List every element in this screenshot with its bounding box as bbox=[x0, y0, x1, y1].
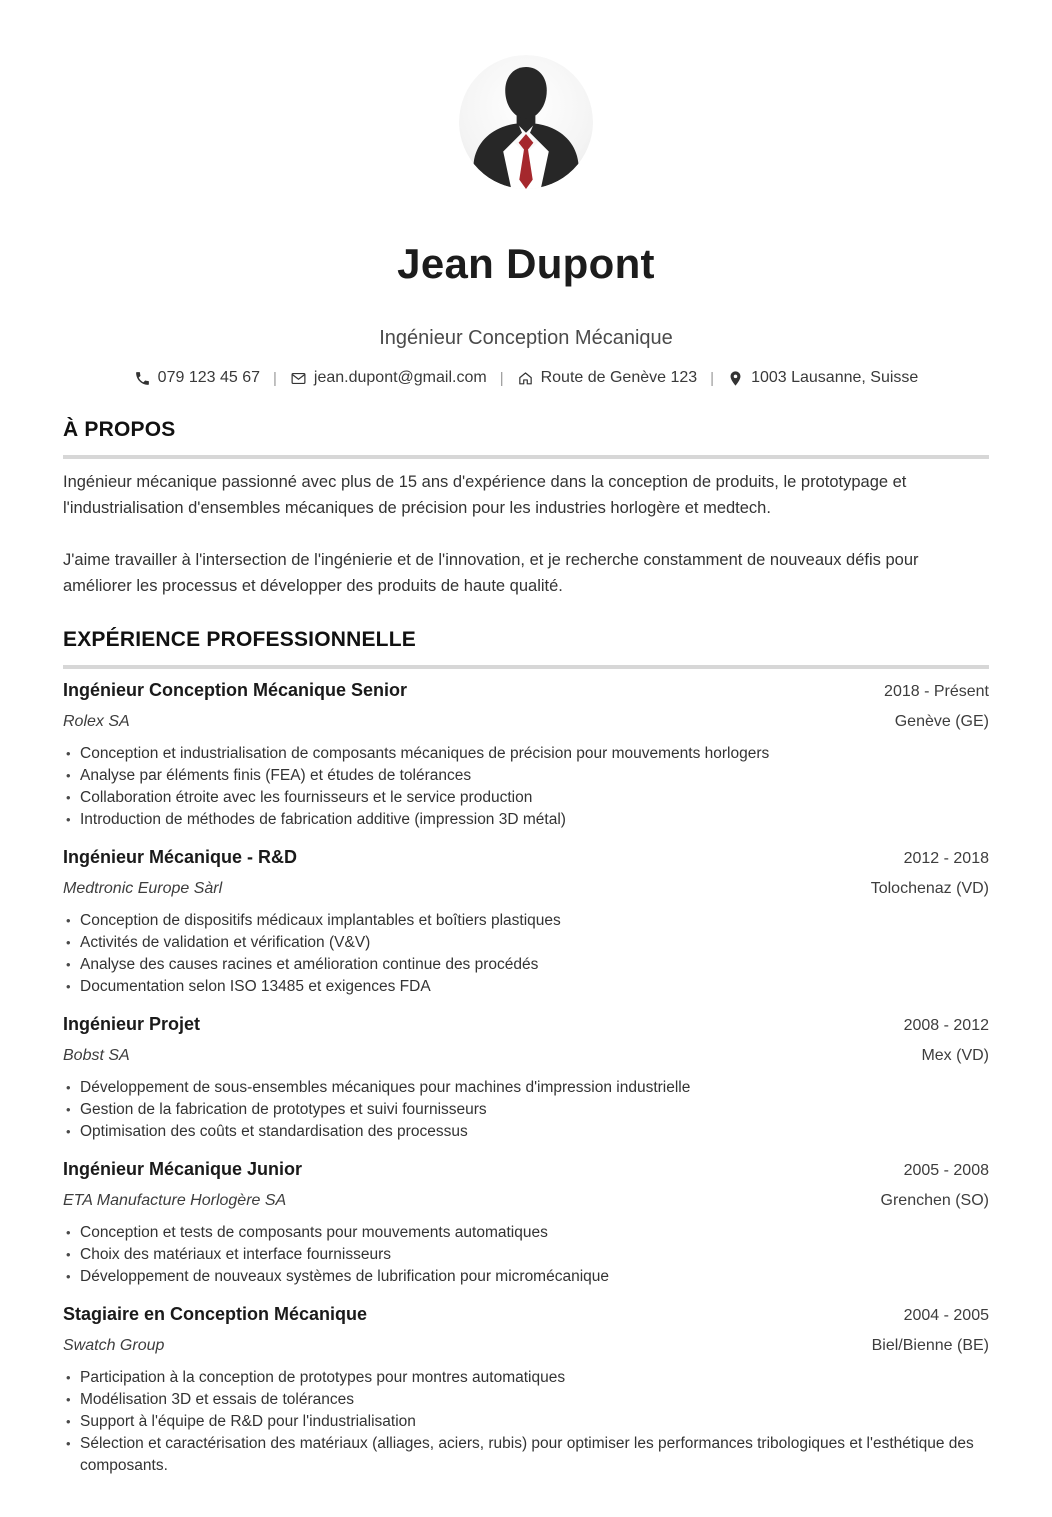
job-list bbox=[63, 679, 989, 1477]
job-entry bbox=[63, 1303, 989, 1477]
section-about bbox=[63, 417, 989, 599]
job-bullets bbox=[63, 1077, 989, 1143]
street-address: Route de Genève 123 bbox=[540, 369, 698, 386]
section-divider bbox=[63, 455, 989, 459]
job-location: Grenchen (SO) bbox=[880, 1192, 989, 1209]
job-company: Rolex SA bbox=[63, 713, 130, 730]
email-icon bbox=[290, 370, 307, 387]
contact-address bbox=[517, 369, 698, 387]
job-title: Ingénieur Mécanique - R&D bbox=[63, 847, 298, 867]
avatar-container bbox=[63, 55, 989, 189]
job-bullets bbox=[63, 1222, 989, 1288]
job-period: 2012 - 2018 bbox=[903, 850, 989, 867]
job-bullet: • Sélection et caractérisation des matériaux (alliages, aciers, rubis) pour optimiser les performances tribologiques et l'esthétique des composants. bbox=[63, 1433, 989, 1477]
contact-phone bbox=[134, 369, 260, 387]
job-subhead bbox=[63, 1192, 989, 1210]
experience-heading: EXPÉRIENCE PROFESSIONNELLE bbox=[63, 628, 416, 651]
job-head bbox=[63, 846, 989, 868]
email-address: jean.dupont@gmail.com bbox=[313, 369, 487, 386]
job-bullet: • Analyse par éléments finis (FEA) et études de tolérances bbox=[63, 765, 989, 787]
job-location: Genève (GE) bbox=[894, 713, 989, 730]
job-bullet: • Développement de sous-ensembles mécaniques pour machines d'impression industrielle bbox=[63, 1077, 989, 1099]
contact-row bbox=[63, 369, 989, 387]
job-period: 2008 - 2012 bbox=[903, 1017, 989, 1034]
contact-email bbox=[290, 369, 487, 387]
job-location: Mex (VD) bbox=[921, 1047, 989, 1064]
job-subhead bbox=[63, 713, 989, 731]
job-bullet: • Conception et tests de composants pour mouvements automatiques bbox=[63, 1222, 989, 1244]
job-entry bbox=[63, 846, 989, 998]
job-bullets bbox=[63, 910, 989, 998]
job-bullet: • Participation à la conception de prototypes pour montres automatiques bbox=[63, 1367, 989, 1389]
job-company: Medtronic Europe Sàrl bbox=[63, 880, 223, 897]
job-period: 2004 - 2005 bbox=[903, 1307, 989, 1324]
job-bullet: • Introduction de méthodes de fabrication additive (impression 3D métal) bbox=[63, 809, 989, 831]
job-period: 2018 - Présent bbox=[884, 683, 989, 700]
phone-icon bbox=[134, 370, 151, 387]
job-bullet: • Support à l'équipe de R&D pour l'industrialisation bbox=[63, 1411, 989, 1433]
contact-separator: | bbox=[499, 369, 504, 387]
contact-separator: | bbox=[710, 369, 715, 387]
job-title: Ingénieur Projet bbox=[63, 1014, 201, 1034]
job-bullet: • Analyse des causes racines et amélioration continue des procédés bbox=[63, 954, 989, 976]
job-subhead bbox=[63, 880, 989, 898]
page-title: Jean Dupont bbox=[397, 240, 655, 287]
about-heading: À PROPOS bbox=[63, 418, 176, 441]
job-bullets bbox=[63, 1367, 989, 1477]
job-head bbox=[63, 679, 989, 701]
job-bullet: • Collaboration étroite avec les fournisseurs et le service production bbox=[63, 787, 989, 809]
job-headline: Ingénieur Conception Mécanique bbox=[379, 327, 673, 349]
job-bullet: • Documentation selon ISO 13485 et exigences FDA bbox=[63, 976, 989, 998]
job-bullet: • Conception de dispositifs médicaux implantables et boîtiers plastiques bbox=[63, 910, 989, 932]
contact-separator: | bbox=[273, 369, 277, 387]
job-period: 2005 - 2008 bbox=[903, 1162, 989, 1179]
avatar bbox=[459, 55, 593, 189]
about-paragraph: J'aime travailler à l'intersection de l'ingénierie et de l'innovation, et je recherche constamment de nouveaux défis pour améliorer les processus et développer des produits de haute qualité. bbox=[63, 551, 919, 595]
job-bullet: • Activités de validation et vérification (V&V) bbox=[63, 932, 989, 954]
job-bullet: • Choix des matériaux et interface fournisseurs bbox=[63, 1244, 989, 1266]
contact-city bbox=[727, 369, 918, 387]
job-location: Tolochenaz (VD) bbox=[870, 880, 989, 897]
job-title: Ingénieur Conception Mécanique Senior bbox=[63, 680, 408, 700]
job-subhead bbox=[63, 1337, 989, 1355]
city-address: 1003 Lausanne, Suisse bbox=[751, 369, 919, 386]
job-bullet: • Gestion de la fabrication de prototypes et suivi fournisseurs bbox=[63, 1099, 989, 1121]
job-title: Ingénieur Mécanique Junior bbox=[63, 1159, 303, 1179]
job-bullets bbox=[63, 743, 989, 831]
job-company: Bobst SA bbox=[63, 1047, 130, 1064]
job-title: Stagiaire en Conception Mécanique bbox=[63, 1304, 368, 1324]
section-divider bbox=[63, 665, 989, 669]
job-company: ETA Manufacture Horlogère SA bbox=[63, 1192, 287, 1209]
location-icon bbox=[727, 370, 744, 387]
job-subhead bbox=[63, 1047, 989, 1065]
job-entry bbox=[63, 1013, 989, 1143]
job-entry bbox=[63, 1158, 989, 1288]
job-head bbox=[63, 1303, 989, 1325]
about-paragraph: Ingénieur mécanique passionné avec plus de 15 ans d'expérience dans la conception de produits, le prototypage et l'industrialisation d'ensembles mécaniques de précision pour les industries horlogère et medtech. bbox=[63, 473, 907, 517]
job-head bbox=[63, 1158, 989, 1180]
job-bullet: • Développement de nouveaux systèmes de lubrification pour micromécanique bbox=[63, 1266, 989, 1288]
job-entry bbox=[63, 679, 989, 831]
job-bullet: • Conception et industrialisation de composants mécaniques de précision pour mouvements horlogers bbox=[63, 743, 989, 765]
job-bullet: • Optimisation des coûts et standardisation des processus bbox=[63, 1121, 989, 1143]
job-bullet: • Modélisation 3D et essais de tolérances bbox=[63, 1389, 989, 1411]
job-head bbox=[63, 1013, 989, 1035]
job-company: Swatch Group bbox=[63, 1337, 165, 1354]
section-experience bbox=[63, 627, 989, 1477]
job-location: Biel/Bienne (BE) bbox=[871, 1337, 989, 1354]
phone-number: 079 123 45 67 bbox=[157, 369, 260, 386]
home-icon bbox=[517, 370, 534, 387]
